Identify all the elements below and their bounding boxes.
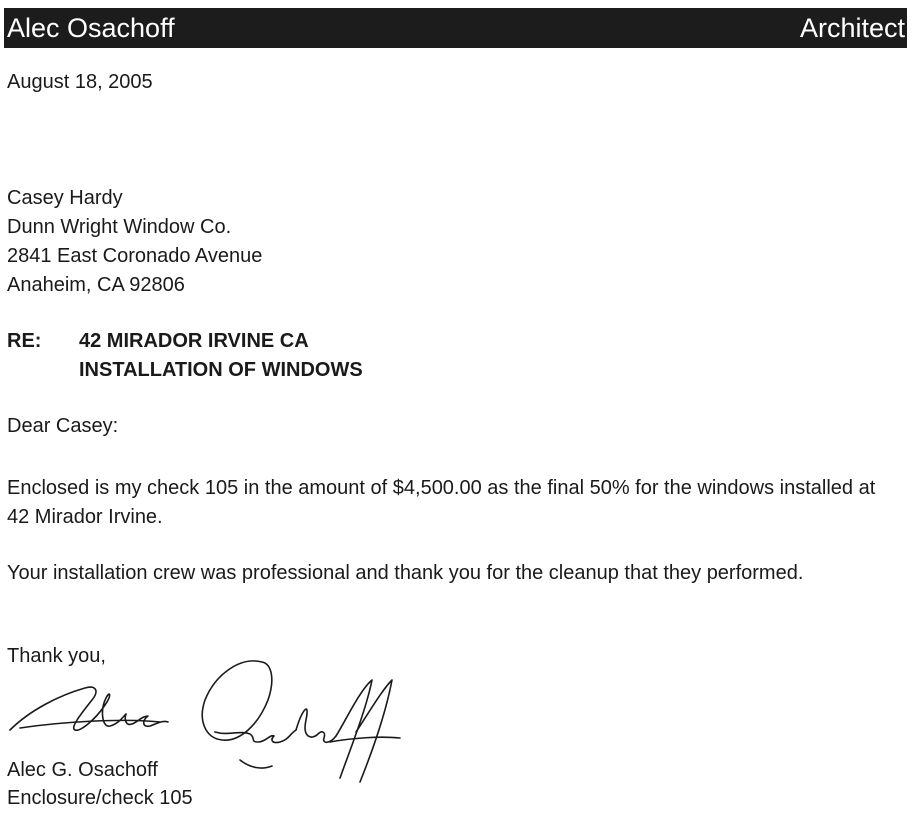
recipient-company: Dunn Wright Window Co. [7, 216, 232, 238]
enclosure-note: Enclosure/check 105 [7, 787, 193, 809]
letter-date: August 18, 2005 [7, 71, 153, 93]
letterhead-bar [4, 8, 907, 48]
subject-label: RE: [7, 330, 42, 352]
recipient-name: Casey Hardy [7, 187, 123, 209]
salutation: Dear Casey: [7, 415, 119, 437]
letterhead-title: Architect [799, 12, 905, 43]
body-paragraph: Enclosed is my check 105 in the amount of $4,500.00 as the final 50% for the windows installed at 42 Mirador Irvine. [7, 477, 876, 528]
body-paragraph: Your installation crew was professional and thank you for the cleanup that they performed. [7, 562, 804, 584]
recipient-address [7, 184, 262, 300]
recipient-city: Anaheim, CA 92806 [7, 274, 185, 296]
subject-line [7, 327, 363, 385]
signer-name: Alec G. Osachoff [7, 759, 158, 781]
subject-text [79, 327, 363, 385]
letterhead-name: Alec Osachoff [7, 12, 175, 43]
recipient-street: 2841 East Coronado Avenue [7, 245, 263, 267]
subject-line-2: INSTALLATION OF WINDOWS [79, 359, 363, 381]
closing: Thank you, [7, 645, 106, 667]
subject-line-1: 42 MIRADOR IRVINE CA [79, 330, 309, 352]
